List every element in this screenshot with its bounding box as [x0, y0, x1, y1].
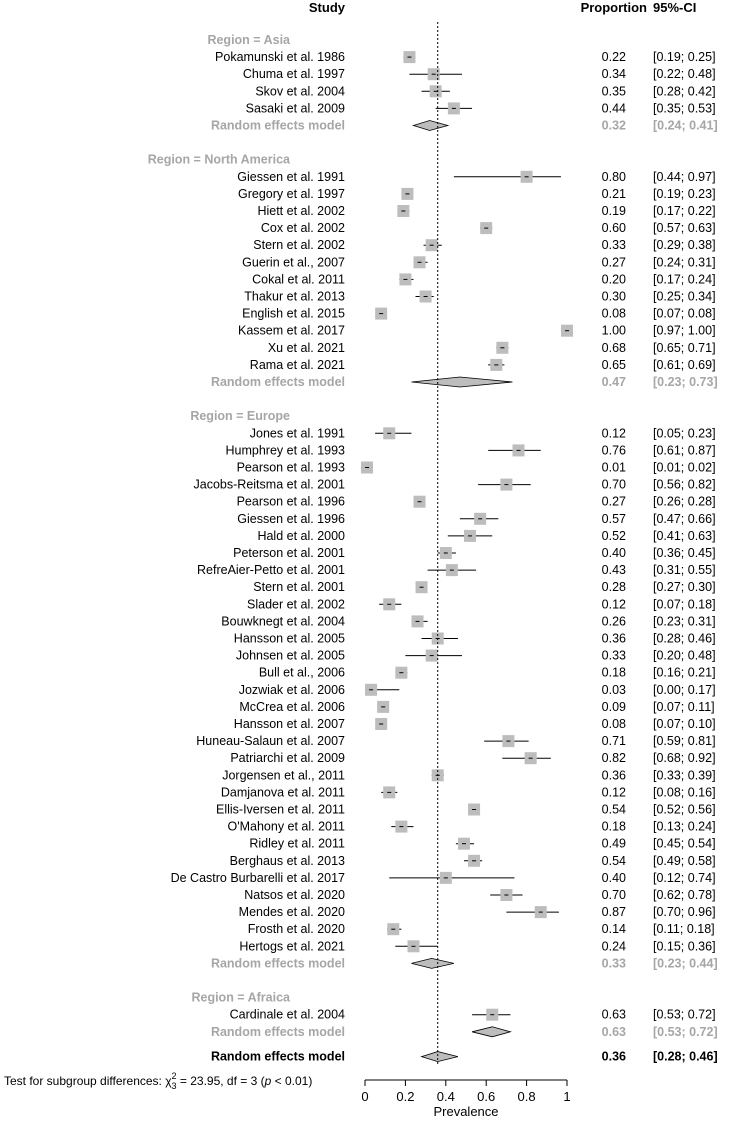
group-3-study-7-ci: [0.41; 0.63]: [653, 528, 716, 543]
group-3-study-26-ci: [0.49; 0.58]: [653, 853, 716, 868]
group-3-study-15-ci: [0.16; 0.21]: [653, 665, 716, 680]
group-2-study-11-proportion: 0.68: [601, 340, 626, 355]
group-3-study-11-name: Slader et al. 2002: [247, 597, 345, 612]
group-3-study-11-ci: [0.07; 0.18]: [653, 597, 716, 612]
group-3-study-27-proportion: 0.40: [601, 870, 626, 885]
group-3-study-22-name: Damjanova et al. 2011: [220, 785, 345, 800]
group-3-study-5-ci: [0.26; 0.28]: [653, 494, 716, 509]
group-2-study-8-name: Thakur et al. 2013: [244, 289, 345, 304]
group-3-study-14-ci: [0.20; 0.48]: [653, 648, 716, 663]
plot-layer: [361, 22, 573, 1065]
group-2-study-11-ci: [0.65; 0.71]: [653, 340, 716, 355]
group-3-study-5-proportion: 0.27: [601, 494, 626, 509]
x-tick-label: 0.4: [436, 1089, 455, 1104]
group-2-study-1-name: Giessen et al. 1991: [237, 169, 345, 184]
group-3-study-18-name: Hansson et al. 2007: [233, 717, 345, 731]
group-1-pooled-diamond: [413, 121, 447, 131]
x-axis: [361, 1080, 570, 1119]
group-3-study-28-name: Natsos et al. 2020: [244, 888, 345, 902]
group-3-study-17-ci: [0.07; 0.11]: [653, 699, 715, 714]
group-3-study-6-proportion: 0.57: [601, 511, 626, 526]
group-3-study-28-ci: [0.62; 0.78]: [653, 888, 716, 902]
group-3-study-12-proportion: 0.26: [601, 614, 626, 629]
subgroup-test-text: Test for subgroup differences: $\chi_32 = 23.95$, df = 3 (p < 0.01): [4, 1071, 313, 1091]
group-2-study-4-name: Cox et al. 2002: [260, 221, 345, 236]
group-1-study-4-name: Sasaki et al. 2009: [245, 101, 345, 116]
group-3-pooled-name: Random effects model: [210, 956, 345, 971]
x-tick-label: 0.2: [396, 1089, 415, 1104]
group-2-study-4-proportion: 0.60: [601, 221, 626, 236]
group-3-study-30-proportion: 0.14: [601, 922, 626, 937]
group-2-study-10-ci: [0.97; 1.00]: [653, 323, 716, 338]
group-2-study-6-proportion: 0.27: [601, 255, 626, 270]
overall-pooled-diamond: [422, 1052, 458, 1062]
group-3-study-21-name: Jorgensen et al., 2011: [222, 768, 345, 783]
group-2-study-1-proportion: 0.80: [601, 169, 626, 184]
group-1-study-1-proportion: 0.22: [601, 50, 626, 65]
group-2-study-5-ci: [0.29; 0.38]: [653, 238, 716, 253]
group-4-pooled-name: Random effects model: [210, 1024, 345, 1039]
group-2-study-6-ci: [0.24; 0.31]: [653, 255, 716, 270]
x-tick-label: 1: [563, 1089, 571, 1104]
group-3-study-7-name: Hald et al. 2000: [257, 528, 345, 543]
group-2-study-5-proportion: 0.33: [601, 238, 626, 253]
group-3-study-6-ci: [0.47; 0.66]: [653, 511, 716, 526]
group-2-study-1-ci: [0.44; 0.97]: [653, 169, 716, 184]
group-3-pooled-ci: [0.23; 0.44]: [653, 956, 718, 971]
group-2-study-12-ci: [0.61; 0.69]: [653, 357, 716, 372]
group-3-study-29-name: Mendes et al. 2020: [238, 905, 345, 920]
group-2-study-10-name: Kassem et al. 2017: [237, 323, 345, 338]
group-2-study-8-ci: [0.25; 0.34]: [653, 289, 716, 304]
group-3-study-25-name: Ridley et al. 2011: [249, 836, 345, 851]
group-4-study-1-proportion: 0.63: [601, 1007, 626, 1022]
group-3-study-22-proportion: 0.12: [601, 785, 626, 800]
group-3-label: Region = Europe: [190, 409, 290, 424]
group-3-study-3-proportion: 0.01: [601, 460, 626, 475]
text-layer: [148, 33, 718, 1064]
group-1-study-4-proportion: 0.44: [601, 101, 626, 116]
group-2-pooled-name: Random effects model: [210, 375, 345, 389]
group-3-study-16-name: Jozwiak et al. 2006: [238, 682, 345, 697]
group-3-study-8-ci: [0.36; 0.45]: [653, 546, 716, 560]
group-3-study-2-ci: [0.61; 0.87]: [653, 443, 716, 458]
group-2-study-9-name: English et al. 2015: [242, 306, 345, 321]
group-3-study-14-name: Johnsen et al. 2005: [235, 648, 345, 663]
group-2-study-3-ci: [0.17; 0.22]: [653, 204, 716, 218]
x-tick-label: 0.6: [477, 1089, 496, 1104]
x-axis-label: Prevalence: [433, 1104, 499, 1119]
group-3-study-10-ci: [0.27; 0.30]: [653, 580, 716, 595]
group-3-study-20-proportion: 0.82: [601, 751, 626, 766]
group-4-study-1-name: Cardinale et al. 2004: [229, 1007, 345, 1022]
group-3-study-15-proportion: 0.18: [601, 665, 626, 680]
group-2-study-7-ci: [0.17; 0.24]: [653, 272, 716, 287]
group-3-study-5-name: Pearson et al. 1996: [236, 494, 345, 509]
group-3-study-26-name: Berghaus et al. 2013: [229, 853, 345, 868]
group-1-study-2-ci: [0.22; 0.48]: [653, 67, 716, 82]
group-3-study-19-proportion: 0.71: [601, 734, 626, 749]
group-2-study-2-ci: [0.19; 0.23]: [653, 186, 716, 201]
group-3-study-1-ci: [0.05; 0.23]: [653, 426, 716, 441]
group-1-study-3-proportion: 0.35: [601, 84, 626, 99]
group-3-study-24-proportion: 0.18: [601, 819, 626, 834]
group-3-study-20-ci: [0.68; 0.92]: [653, 751, 716, 766]
overall-pooled-proportion: 0.36: [601, 1049, 626, 1064]
group-4-pooled-ci: [0.53; 0.72]: [653, 1024, 718, 1039]
group-3-pooled-proportion: 0.33: [601, 956, 626, 971]
group-4-label: Region = Afraica: [191, 990, 290, 1005]
group-3-study-11-proportion: 0.12: [601, 597, 626, 612]
x-tick-label: 0: [361, 1089, 369, 1104]
group-2-study-2-name: Gregory et al. 1997: [237, 186, 345, 201]
group-3-study-4-name: Jacobs-Reitsma et al. 2001: [193, 477, 345, 492]
header-row: [309, 0, 696, 15]
group-3-study-15-name: Bull et al., 2006: [258, 665, 345, 680]
group-1-study-2-proportion: 0.34: [601, 67, 626, 82]
group-3-study-19-ci: [0.59; 0.81]: [653, 734, 716, 749]
group-2-study-3-name: Hiett et al. 2002: [257, 204, 345, 218]
group-3-study-26-proportion: 0.54: [601, 853, 626, 868]
group-3-study-27-ci: [0.12; 0.74]: [653, 870, 716, 885]
group-2-pooled-ci: [0.23; 0.73]: [653, 375, 718, 389]
group-3-study-19-name: Huneau-Salaun et al. 2007: [196, 734, 345, 749]
group-3-study-18-proportion: 0.08: [601, 717, 626, 731]
group-3-study-10-name: Stern et al. 2001: [253, 580, 345, 595]
group-3-study-23-proportion: 0.54: [601, 802, 626, 817]
group-3-study-16-proportion: 0.03: [601, 682, 626, 697]
group-3-study-25-proportion: 0.49: [601, 836, 626, 851]
header-study: Study: [308, 0, 345, 15]
header-proportion: Proportion: [580, 0, 647, 15]
group-3-study-23-ci: [0.52; 0.56]: [653, 802, 716, 817]
group-3-study-12-ci: [0.23; 0.31]: [653, 614, 716, 629]
group-3-study-30-name: Frosth et al. 2020: [247, 922, 345, 937]
overall-pooled-ci: [0.28; 0.46]: [653, 1049, 718, 1064]
group-3-study-17-proportion: 0.09: [601, 699, 626, 714]
group-4-pooled-diamond: [472, 1027, 510, 1037]
group-2-study-7-proportion: 0.20: [601, 272, 626, 287]
group-1-study-3-name: Skov et al. 2004: [255, 84, 345, 99]
group-3-study-16-ci: [0.00; 0.17]: [653, 682, 716, 697]
group-1-pooled-name: Random effects model: [210, 118, 345, 133]
group-3-study-3-name: Pearson et al. 1993: [236, 460, 345, 475]
group-2-study-4-ci: [0.57; 0.63]: [653, 221, 716, 236]
group-3-study-1-name: Jones et al. 1991: [249, 426, 345, 441]
group-3-study-22-ci: [0.08; 0.16]: [653, 785, 716, 800]
group-3-study-21-proportion: 0.36: [601, 768, 626, 783]
group-3-study-31-proportion: 0.24: [601, 939, 626, 954]
group-1-study-1-ci: [0.19; 0.25]: [653, 50, 716, 65]
group-3-study-9-name: RefreAier-Petto et al. 2001: [197, 563, 345, 578]
group-3-study-13-name: Hansson et al. 2005: [233, 631, 345, 646]
group-3-study-21-ci: [0.33; 0.39]: [653, 768, 716, 783]
group-2-study-9-ci: [0.07; 0.08]: [653, 306, 716, 321]
group-3-study-31-ci: [0.15; 0.36]: [653, 939, 716, 954]
group-3-study-2-name: Humphrey et al. 1993: [225, 443, 345, 458]
group-2-study-2-proportion: 0.21: [601, 186, 626, 201]
group-3-study-23-name: Ellis-Iversen et al. 2011: [216, 802, 345, 817]
group-3-study-24-name: O'Mahony et al. 2011: [227, 819, 345, 834]
group-3-pooled-diamond: [411, 958, 453, 968]
group-3-study-28-proportion: 0.70: [601, 888, 626, 902]
group-2-study-3-proportion: 0.19: [601, 204, 626, 218]
group-4-study-1-ci: [0.53; 0.72]: [653, 1007, 716, 1022]
group-2-study-10-proportion: 1.00: [601, 323, 626, 338]
header-ci: 95%-CI: [653, 0, 697, 15]
group-3-study-7-proportion: 0.52: [601, 528, 626, 543]
group-4-pooled-proportion: 0.63: [601, 1024, 626, 1039]
group-3-study-9-ci: [0.31; 0.55]: [653, 563, 716, 578]
group-3-study-4-proportion: 0.70: [601, 477, 626, 492]
group-3-study-30-ci: [0.11; 0.18]: [653, 922, 715, 937]
group-3-study-4-ci: [0.56; 0.82]: [653, 477, 716, 492]
group-3-study-13-ci: [0.28; 0.46]: [653, 631, 716, 646]
group-3-study-29-proportion: 0.87: [601, 905, 626, 920]
group-3-study-8-proportion: 0.40: [601, 546, 626, 560]
group-3-study-12-name: Bouwknegt et al. 2004: [221, 614, 345, 629]
group-1-label: Region = Asia: [207, 33, 290, 47]
group-1-pooled-ci: [0.24; 0.41]: [653, 118, 718, 133]
group-3-study-24-ci: [0.13; 0.24]: [653, 819, 716, 834]
group-3-study-14-proportion: 0.33: [601, 648, 626, 663]
group-3-study-2-proportion: 0.76: [601, 443, 626, 458]
group-2-pooled-proportion: 0.47: [601, 375, 626, 389]
group-2-study-11-name: Xu et al. 2021: [267, 340, 345, 355]
group-3-study-10-proportion: 0.28: [601, 580, 626, 595]
group-3-study-17-name: McCrea et al. 2006: [239, 699, 345, 714]
group-3-study-31-name: Hertogs et al. 2021: [239, 939, 345, 954]
group-2-study-9-proportion: 0.08: [601, 306, 626, 321]
group-1-study-3-ci: [0.28; 0.42]: [653, 84, 716, 99]
group-3-study-27-name: De Castro Burbarelli et al. 2017: [170, 870, 345, 885]
group-1-study-2-name: Chuma et al. 1997: [242, 67, 345, 82]
group-1-study-1-name: Pokamunski et al. 1986: [215, 50, 345, 65]
group-2-study-12-name: Rama et al. 2021: [249, 357, 345, 372]
group-1-study-4-ci: [0.35; 0.53]: [653, 101, 716, 116]
group-2-study-8-proportion: 0.30: [601, 289, 626, 304]
x-tick-label: 0.8: [517, 1089, 536, 1104]
group-1-pooled-proportion: 0.32: [601, 118, 626, 133]
group-3-study-9-proportion: 0.43: [601, 563, 626, 578]
group-3-study-25-ci: [0.45; 0.54]: [653, 836, 716, 851]
group-2-study-5-name: Stern et al. 2002: [253, 238, 345, 253]
group-2-study-7-name: Cokal et al. 2011: [252, 272, 345, 287]
group-3-study-6-name: Giessen et al. 1996: [237, 511, 345, 526]
group-3-study-29-ci: [0.70; 0.96]: [653, 905, 716, 920]
group-3-study-1-proportion: 0.12: [601, 426, 626, 441]
group-2-pooled-diamond: [411, 377, 512, 387]
group-2-study-12-proportion: 0.65: [601, 357, 626, 372]
group-2-label: Region = North America: [147, 152, 290, 167]
group-3-study-13-proportion: 0.36: [601, 631, 626, 646]
group-3-study-18-ci: [0.07; 0.10]: [653, 717, 716, 731]
group-2-study-6-name: Guerin et al., 2007: [242, 255, 345, 270]
group-3-study-3-ci: [0.01; 0.02]: [653, 460, 716, 475]
group-3-study-8-name: Peterson et al. 2001: [233, 546, 345, 560]
group-3-study-20-name: Patriarchi et al. 2009: [230, 751, 345, 766]
overall-pooled-name: Random effects model: [210, 1049, 345, 1064]
